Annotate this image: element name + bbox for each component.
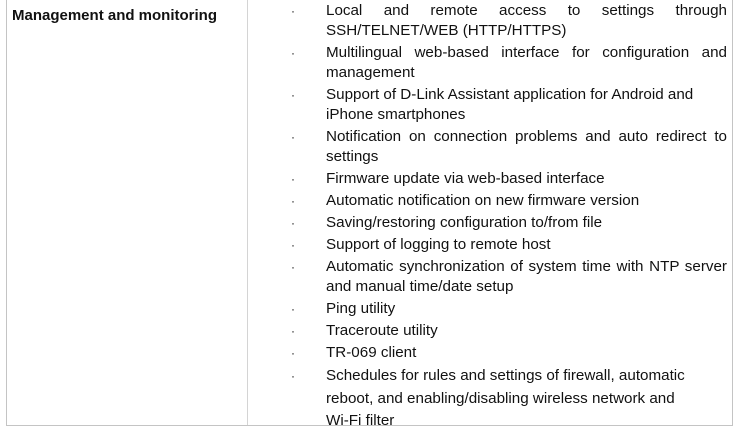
- bullet-icon: ·: [291, 369, 295, 383]
- list-item: · Firmware update via web-based interface: [291, 170, 605, 187]
- bullet-icon: ·: [291, 88, 295, 102]
- column-divider: [247, 0, 248, 425]
- list-item: · Local and remote access to settings through SSH/TELNET/WEB (HTTP/HTTPS): [291, 2, 727, 39]
- bullet-icon: ·: [291, 216, 295, 230]
- bullet-icon: ·: [291, 238, 295, 252]
- list-item: · Traceroute utility: [291, 322, 438, 339]
- list-item: · Support of D-Link Assistant application for Android and iPhone smartphones: [291, 86, 694, 123]
- list-item: · TR-069 client: [291, 344, 417, 361]
- row-label: Management and monitoring: [12, 7, 218, 24]
- list-item: · Saving/restoring configuration to/from file: [291, 214, 603, 231]
- list-item: · Ping utility: [291, 300, 396, 317]
- spec-table: [6, 0, 733, 429]
- list-item: · Support of logging to remote host: [291, 236, 551, 253]
- list-item: · Multilingual web-based interface for configuration and management: [291, 44, 727, 81]
- bullet-icon: ·: [291, 302, 295, 316]
- bullet-icon: ·: [291, 194, 295, 208]
- list-item: · Automatic notification on new firmware version: [291, 192, 640, 209]
- bullet-icon: ·: [291, 46, 295, 60]
- bullet-icon: ·: [291, 324, 295, 338]
- bullet-icon: ·: [291, 130, 295, 144]
- bullet-icon: ·: [291, 260, 295, 274]
- list-item: · Automatic synchronization of system time with NTP server and manual time/date setup: [291, 258, 727, 295]
- bullet-icon: ·: [291, 172, 295, 186]
- list-item: · Notification on connection problems and auto redirect to settings: [291, 128, 727, 165]
- feature-list: [291, 1, 727, 435]
- bullet-icon: ·: [291, 4, 295, 18]
- bullet-icon: ·: [291, 346, 295, 360]
- list-item: · Schedules for rules and settings of firewall, automatic reboot, and enabling/disabling wireless network and Wi-Fi filter: [291, 367, 685, 429]
